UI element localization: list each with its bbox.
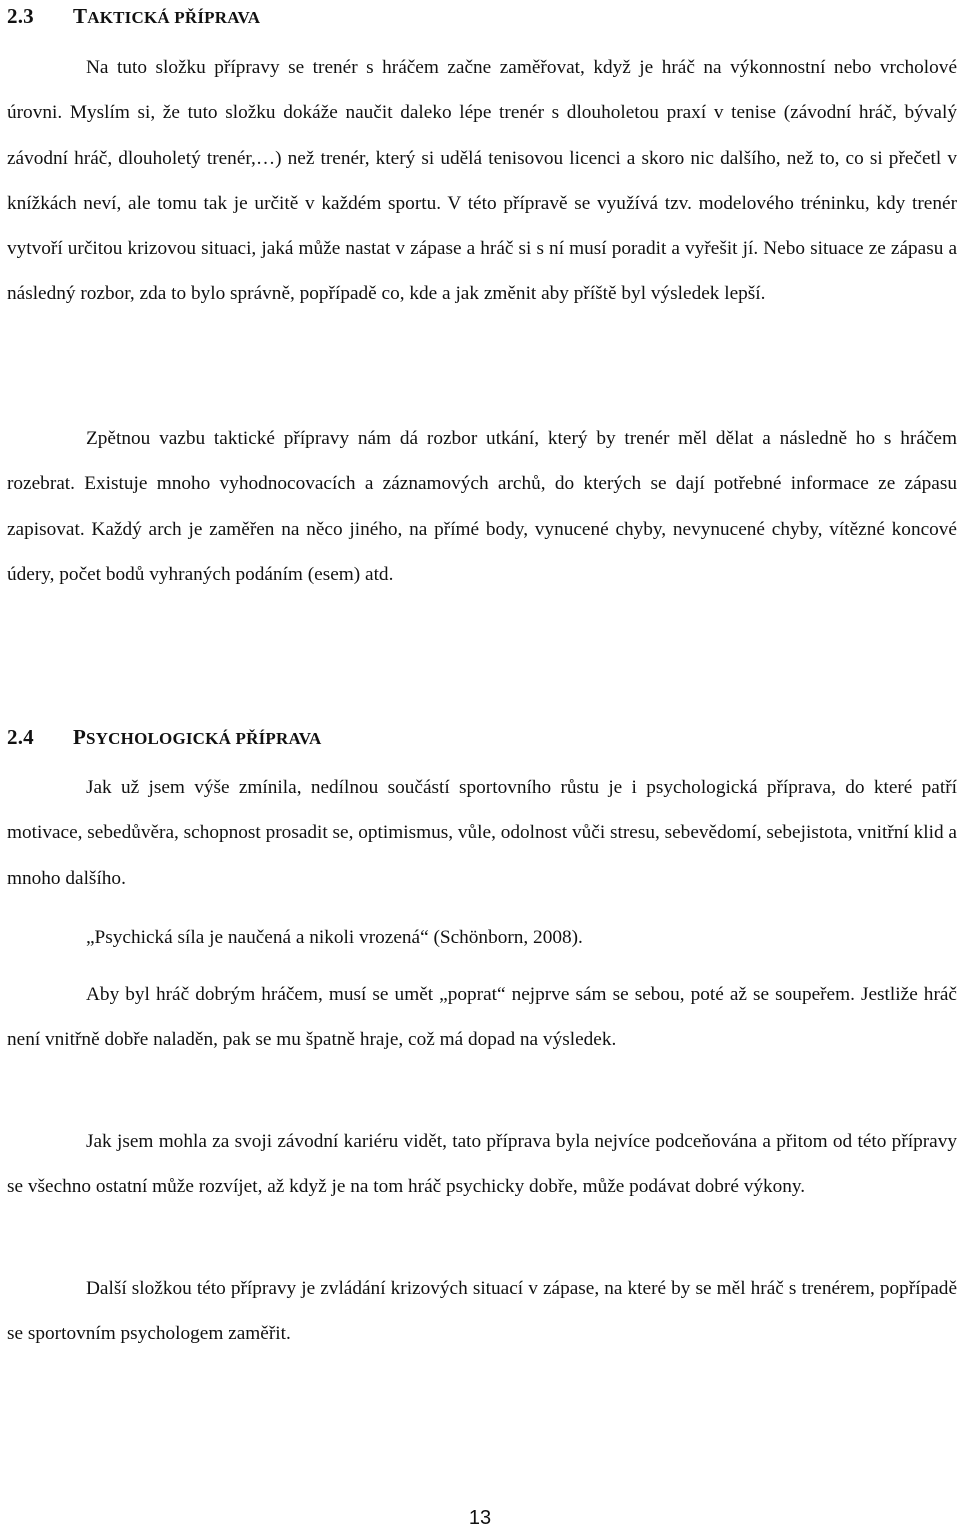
- page-number: 13: [468, 1507, 492, 1529]
- section-title-initial: P: [73, 725, 87, 749]
- paragraph: Další složkou této přípravy je zvládání krizových situací v zápase, na které by se měl hráč s trenérem, popřípadě se sportovním psychologem zaměřit.: [7, 1278, 957, 1345]
- section-heading-2-4: [7, 725, 322, 750]
- quote-paragraph: „Psychická síla je naučená a nikoli vrozená“ (Schönborn, 2008).: [86, 927, 583, 948]
- paragraph: Jak jsem mohla za svoji závodní kariéru vidět, tato příprava byla nejvíce podceňována a přitom od této přípravy se všechno ostatní může rozvíjet, až když je na tom hráč psychicky dobře, může podávat dobré výkony.: [7, 1131, 957, 1198]
- paragraph: Na tuto složku přípravy se trenér s hráčem začne zaměřovat, když je hráč na výkonnostní nebo vrcholové úrovni. Myslím si, že tuto složku dokáže naučit daleko lépe trenér s dlouholetou praxí v tenise (závodní hráč, bývalý závodní hráč, dlouholetý trenér,…) než trenér, který si udělá tenisovou licenci a skoro nic dalšího, než to, co si přečetl v knížkách neví, ale tomu tak je určitě v každém sportu. V této přípravě se využívá tzv. modelového tréninku, kdy trenér vytvoří určitou krizovou situaci, jaká může nastat v zápase a hráč si s ní musí poradit a vyřešit jí. Nebo situace ze zápasu a následný rozbor, zda to bylo správně, popřípadě co, kde a jak změnit aby příště byl výsledek lepší.: [7, 57, 957, 305]
- section-number: 2.3: [7, 4, 34, 28]
- section-title-rest: SYCHOLOGICKÁ PŘÍPRAVA: [86, 729, 322, 748]
- section-title-initial: T: [73, 4, 88, 28]
- section-number: 2.4: [7, 725, 34, 749]
- paragraph: Jak už jsem výše zmínila, nedílnou součástí sportovního růstu je i psychologická příprava, do které patří motivace, sebedůvěra, schopnost prosadit se, optimismus, vůle, odolnost vůči stresu, sebevědomí, sebejistota, vnitřní klid a mnoho dalšího.: [7, 777, 957, 889]
- paragraph: Zpětnou vazbu taktické přípravy nám dá rozbor utkání, který by trenér měl dělat a následně ho s hráčem rozebrat. Existuje mnoho vyhodnocovacích a záznamových archů, do kterých se dají potřebné informace ze zápasu zapisovat. Každý arch je zaměřen na něco jiného, na přímé body, vynucené chyby, nevynucené chyby, vítězné koncové údery, počet bodů vyhraných podáním (esem) atd.: [7, 428, 957, 585]
- section-heading-2-3: [7, 4, 260, 29]
- section-title-rest: AKTICKÁ PŘÍPRAVA: [87, 8, 261, 27]
- paragraph: Aby byl hráč dobrým hráčem, musí se umět „poprat“ nejprve sám se sebou, poté až se soupeřem. Jestliže hráč není vnitřně dobře naladěn, pak se mu špatně hraje, což má dopad na výsledek.: [7, 984, 957, 1051]
